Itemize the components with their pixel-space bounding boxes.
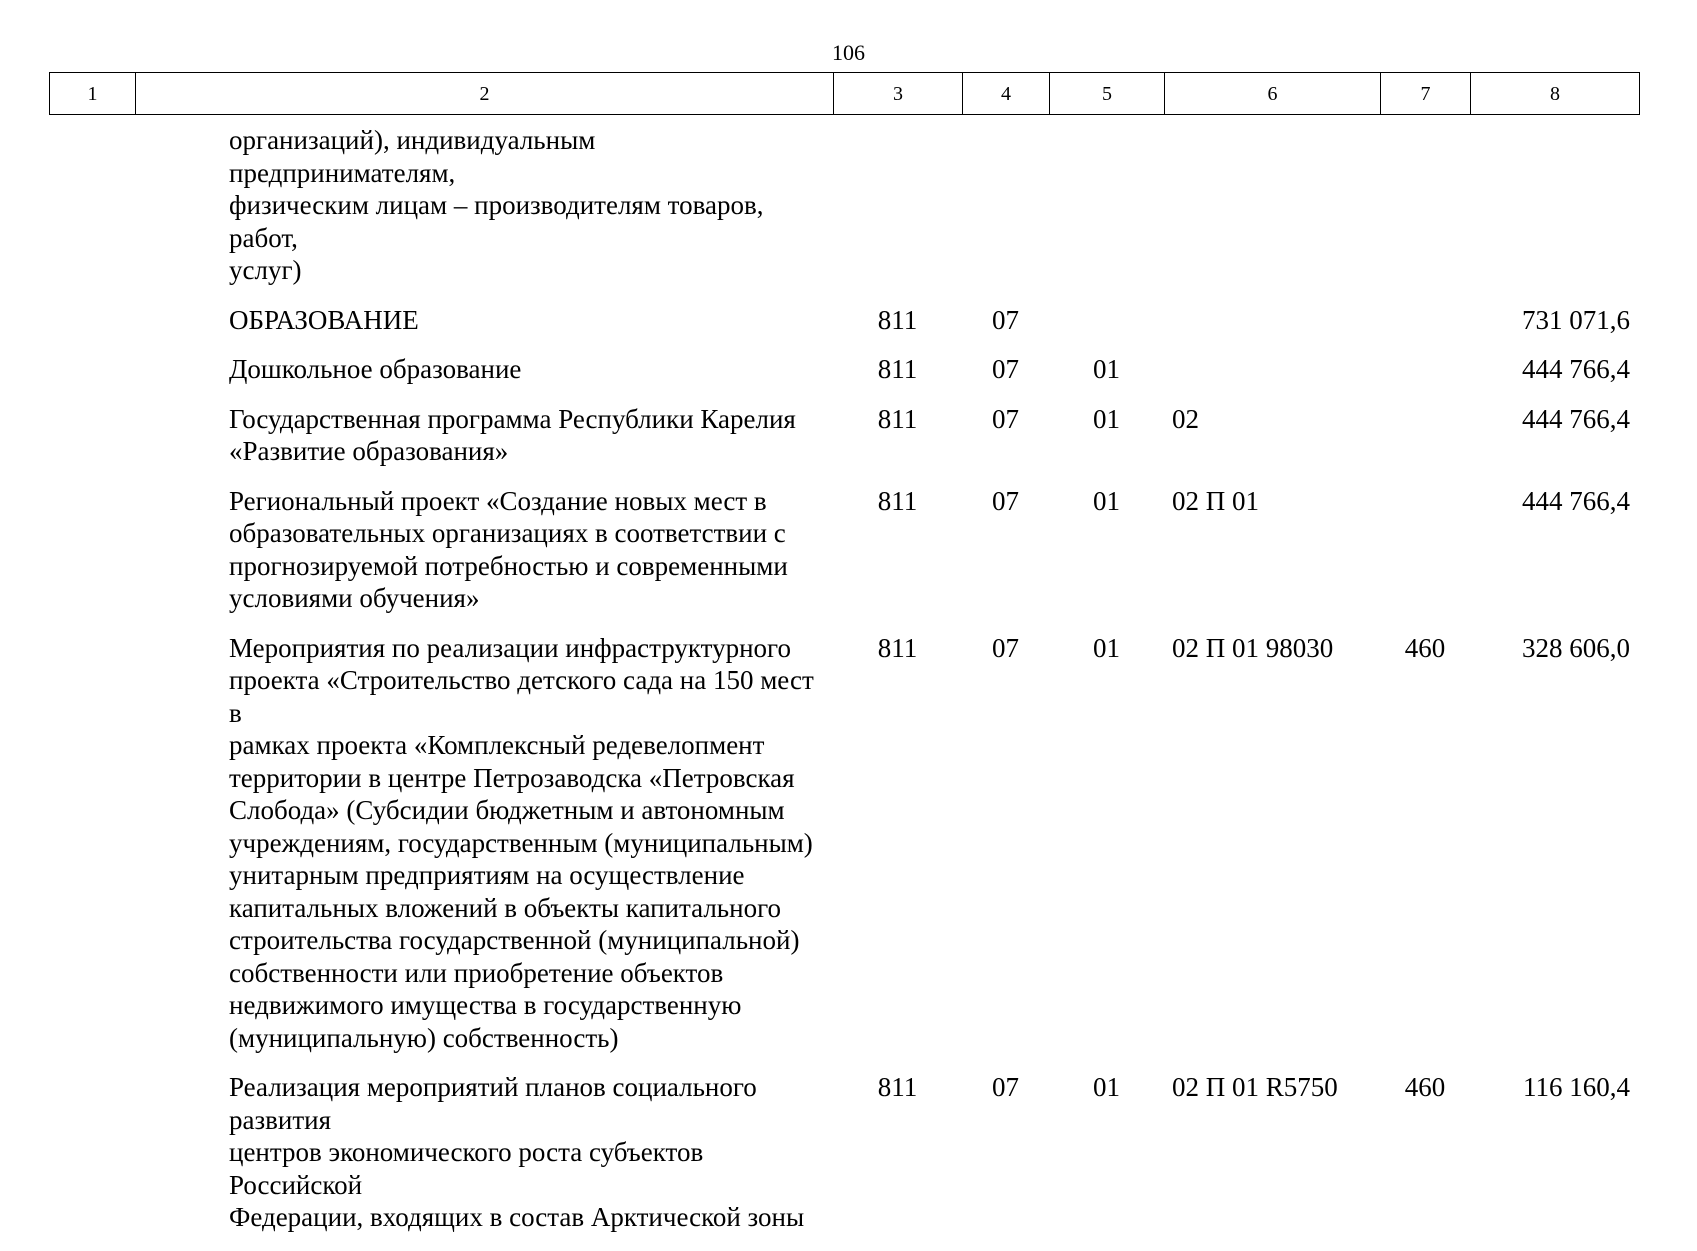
column-header-3: 3 <box>834 73 963 115</box>
column-header-6: 6 <box>1165 73 1381 115</box>
section-code-cell <box>962 124 1049 304</box>
target-article-cell: 02 П 01 R5750 <box>1172 1072 1338 1102</box>
row-name-line: рамках проекта «Комплексный редевелопмент <box>229 730 765 760</box>
amount-cell: 731 071,6 <box>1522 304 1630 335</box>
expense-type-cell <box>1380 353 1470 403</box>
row-name-line: образовательных организациях в соответствии с <box>229 518 786 548</box>
amount-cell: 328 606,0 <box>1522 632 1630 663</box>
ministry-code-cell: 811 <box>877 304 918 335</box>
target-article-cell <box>1164 304 1380 354</box>
row-name-line: прогнозируемой потребностью и современными <box>229 550 788 581</box>
row-name-line: (муниципальную) собственность) <box>229 1022 619 1053</box>
row-number-cell <box>49 304 135 354</box>
amount-cell <box>1470 124 1639 304</box>
expense-type-cell <box>1380 403 1470 485</box>
row-number-cell <box>49 485 135 632</box>
row-number-cell <box>49 403 135 485</box>
column-header-2: 2 <box>136 73 834 115</box>
column-header-row <box>50 73 1640 115</box>
row-name-line: Мероприятия по реализации инфраструктурного <box>229 632 791 663</box>
row-name-cell <box>135 304 833 354</box>
ministry-code-cell <box>833 124 962 304</box>
target-article-cell <box>1164 124 1380 304</box>
row-name-line: Реализация мероприятий планов социального развития <box>229 1072 757 1135</box>
expense-type-cell: 460 <box>1404 1072 1446 1102</box>
row-name-line: ОБРАЗОВАНИЕ <box>229 304 419 335</box>
column-header-1: 1 <box>50 73 136 115</box>
amount-cell: 116 160,4 <box>1523 1072 1630 1102</box>
expense-type-cell <box>1380 124 1470 304</box>
table-row <box>49 124 1639 304</box>
target-article-cell: 02 П 01 <box>1172 485 1259 516</box>
row-number-cell <box>49 632 135 1072</box>
subsection-code-cell: 01 <box>1093 403 1120 434</box>
table-row <box>49 1071 1639 1251</box>
row-name-line: услуг) <box>229 255 302 285</box>
row-name-line: «Развитие образования» <box>229 436 509 466</box>
row-number-cell <box>49 353 135 403</box>
ministry-code-cell: 811 <box>877 354 918 384</box>
subsection-code-cell <box>1049 124 1164 304</box>
column-header-table <box>49 72 1640 115</box>
row-name-line: организаций), индивидуальным предпринимателям, <box>229 125 596 188</box>
subsection-code-cell: 01 <box>1093 485 1120 516</box>
column-header-5: 5 <box>1050 73 1165 115</box>
ministry-code-cell: 811 <box>877 485 918 516</box>
subsection-code-cell <box>1049 304 1164 354</box>
row-name-cell <box>135 1071 833 1251</box>
row-name-line: учреждениям, государственным (муниципальным) <box>229 827 813 858</box>
page-number: 106 <box>832 40 865 65</box>
column-header-8: 8 <box>1471 73 1640 115</box>
row-name-line: Дошкольное образование <box>229 354 522 384</box>
column-header-7: 7 <box>1381 73 1471 115</box>
row-number-cell <box>49 1071 135 1251</box>
subsection-code-cell: 01 <box>1093 354 1120 384</box>
row-name-line: капитальных вложений в объекты капитального <box>229 892 781 923</box>
amount-cell: 444 766,4 <box>1522 403 1630 434</box>
amount-cell: 444 766,4 <box>1522 354 1630 384</box>
row-name-line: условиями обучения» <box>229 583 480 613</box>
row-name-line: физическим лицам – производителям товаров, работ, <box>229 190 764 253</box>
row-name-cell <box>135 485 833 632</box>
target-article-cell: 02 П 01 98030 <box>1172 632 1334 663</box>
subsection-code-cell: 01 <box>1093 1072 1120 1102</box>
section-code-cell: 07 <box>992 354 1019 384</box>
ministry-code-cell: 811 <box>877 632 918 663</box>
row-name-cell <box>135 124 833 304</box>
table-row <box>49 485 1639 632</box>
row-name-cell <box>135 632 833 1072</box>
ministry-code-cell: 811 <box>877 403 918 434</box>
section-code-cell: 07 <box>992 403 1019 434</box>
row-name-cell <box>135 403 833 485</box>
target-article-cell <box>1164 353 1380 403</box>
row-name-line: центров экономического роста субъектов Российской <box>229 1137 704 1200</box>
row-number-cell <box>49 124 135 304</box>
row-name-line: унитарным предприятиям на осуществление <box>229 860 745 890</box>
target-article-cell: 02 <box>1172 403 1199 434</box>
subsection-code-cell: 01 <box>1093 632 1120 663</box>
row-name-line: территории в центре Петрозаводска «Петровская <box>229 762 795 793</box>
row-name-line: Региональный проект «Создание новых мест в <box>229 485 767 516</box>
expense-type-cell <box>1380 485 1470 632</box>
row-name-line: Федерации, входящих в состав Арктической зоны <box>229 1202 805 1232</box>
budget-table <box>49 124 1639 1251</box>
row-name-line: собственности или приобретение объектов <box>229 957 724 988</box>
table-row <box>49 403 1639 485</box>
table-row <box>49 353 1639 403</box>
section-code-cell: 07 <box>992 632 1019 663</box>
section-code-cell: 07 <box>992 485 1019 516</box>
column-header-4: 4 <box>963 73 1050 115</box>
row-name-line: недвижимого имущества в государственную <box>229 990 742 1020</box>
row-name-line: Государственная программа Республики Карелия <box>229 403 796 434</box>
section-code-cell: 07 <box>992 1072 1019 1102</box>
section-code-cell: 07 <box>992 304 1019 335</box>
row-name-cell <box>135 353 833 403</box>
table-row <box>49 632 1639 1072</box>
expense-type-cell <box>1380 304 1470 354</box>
row-name-line: строительства государственной (муниципальной) <box>229 925 800 955</box>
amount-cell: 444 766,4 <box>1522 485 1630 516</box>
row-name-line: Слобода» (Субсидии бюджетным и автономным <box>229 795 785 825</box>
ministry-code-cell: 811 <box>877 1072 918 1102</box>
row-name-line: проекта «Строительство детского сада на 150 мест в <box>229 665 814 728</box>
expense-type-cell: 460 <box>1404 632 1446 663</box>
table-row <box>49 304 1639 354</box>
